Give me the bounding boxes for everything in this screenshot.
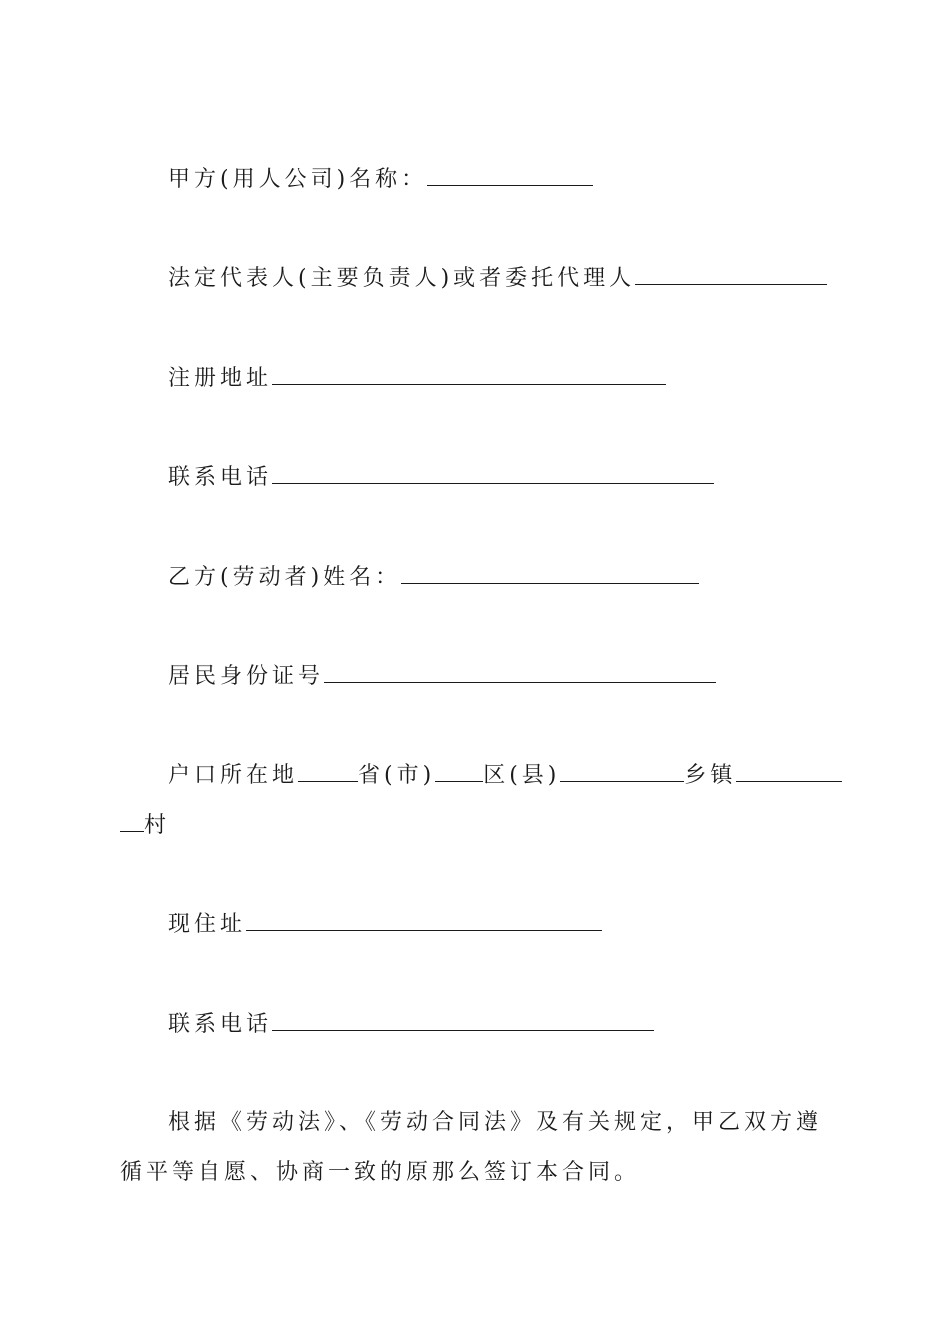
party-a-phone-field[interactable] xyxy=(272,461,714,484)
reg-address-field[interactable] xyxy=(272,362,666,385)
legal-rep-field[interactable] xyxy=(635,262,827,285)
party-b-phone-field[interactable] xyxy=(272,1008,654,1031)
id-number-row xyxy=(168,660,716,692)
legal-rep-label: 法定代表人(主要负责人)或者委托代理人 xyxy=(168,266,636,291)
legal-rep-row xyxy=(168,262,827,294)
party-b-name-row xyxy=(168,561,699,593)
village-field-part2[interactable] xyxy=(120,809,144,832)
province-label: 省(市) xyxy=(358,763,436,788)
party-b-phone-row xyxy=(168,1008,654,1040)
province-field[interactable] xyxy=(298,759,358,782)
hukou-row-continuation xyxy=(120,809,170,841)
township-label: 乡镇 xyxy=(684,763,737,788)
district-field[interactable] xyxy=(435,759,483,782)
village-label: 村 xyxy=(144,813,171,838)
reg-address-row xyxy=(168,362,666,394)
hukou-row xyxy=(168,759,842,791)
id-number-label: 居民身份证号 xyxy=(168,664,325,689)
hukou-label: 户口所在地 xyxy=(168,763,299,788)
district-label: 区(县) xyxy=(483,763,561,788)
party-a-name-field[interactable] xyxy=(427,163,593,186)
id-number-field[interactable] xyxy=(324,660,716,683)
current-address-label: 现住址 xyxy=(168,912,247,937)
reg-address-label: 注册地址 xyxy=(168,366,273,391)
party-a-phone-label: 联系电话 xyxy=(168,465,273,490)
current-address-field[interactable] xyxy=(246,908,602,931)
township-field[interactable] xyxy=(560,759,684,782)
party-b-name-field[interactable] xyxy=(401,561,699,584)
village-field-part1[interactable] xyxy=(736,759,842,782)
current-address-row xyxy=(168,908,602,940)
party-b-phone-label: 联系电话 xyxy=(168,1012,273,1037)
party-a-name-row xyxy=(168,163,593,195)
party-a-phone-row xyxy=(168,461,714,493)
party-a-name-label: 甲方(用人公司)名称： xyxy=(168,167,428,192)
contract-basis-paragraph: 根据《劳动法》、《劳动合同法》及有关规定，甲乙双方遵循平等自愿、协商一致的原那么签订本合同。 xyxy=(120,1110,823,1185)
party-b-name-label: 乙方(劳动者)姓名： xyxy=(168,565,402,590)
